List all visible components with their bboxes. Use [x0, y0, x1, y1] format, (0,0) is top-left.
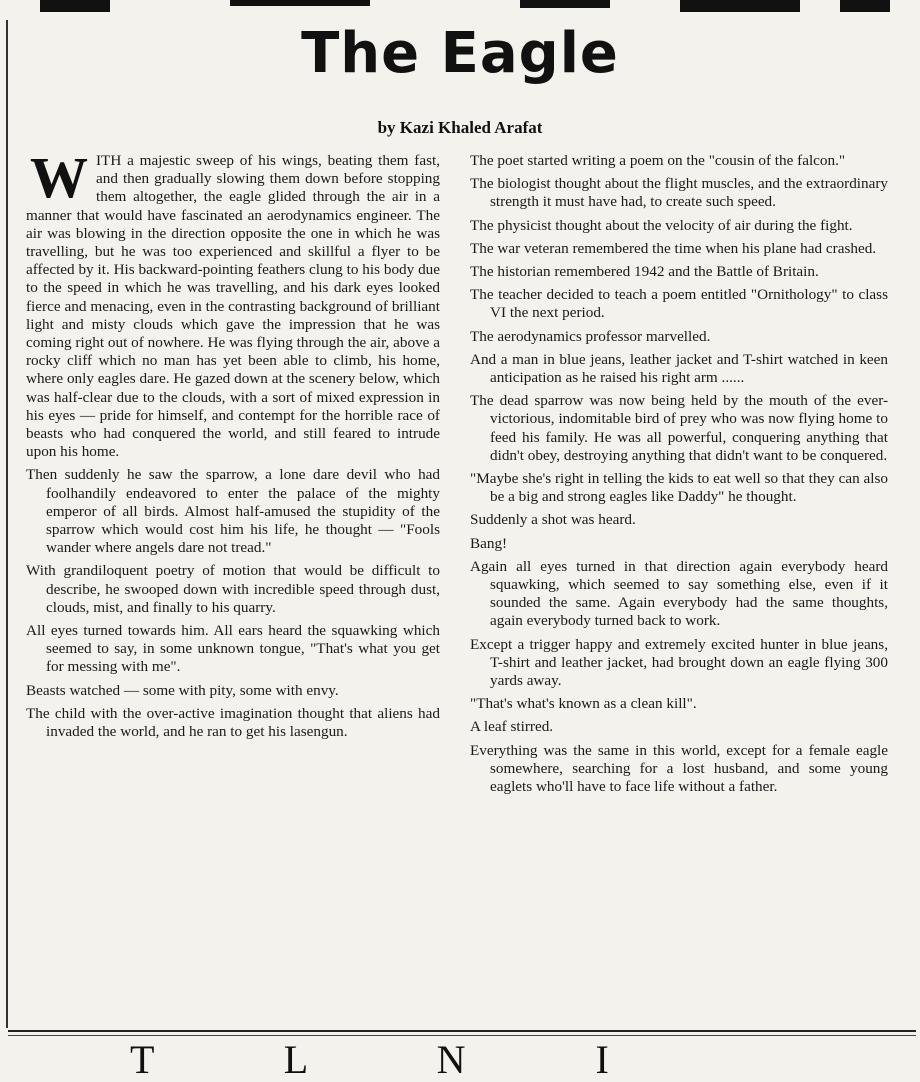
left-paragraph-4: All eyes turned towards him. All ears heard the squawking which seemed to say, in some unknown tongue, "That's what you get for messing with me". — [26, 622, 440, 676]
right-paragraph-16: A leaf stirred. — [470, 718, 554, 736]
right-paragraph-10: "Maybe she's right in telling the kids to eat well so that they can also be a big and strong eagles like Daddy" he thought. — [470, 470, 888, 506]
left-column — [26, 145, 440, 746]
left-paragraph-3: With grandiloquent poetry of motion that would be difficult to describe, he swooped down with incredible speed through dust, clouds, mist, and finally to his quarry. — [26, 562, 440, 616]
right-paragraph-2: The biologist thought about the flight muscles, and the extraordinary strength it must have had, to create such speed. — [470, 175, 888, 211]
left-paragraph-6: The child with the over-active imagination thought that aliens had invaded the world, and he ran to get his lasengun. — [26, 704, 440, 741]
left-column-rule — [6, 20, 8, 1028]
left-paragraph-5: Beasts watched — some with pity, some with envy. — [26, 681, 339, 699]
left-paragraph-2: Then suddenly he saw the sparrow, a lone dare devil who had foolhandily endeavored to enter the palace of the mighty emperor of all birds. Almost half-amused the stupidity of the sparrow which would cost him his life, he thought — "Fools wander where angels dare not tread." — [26, 466, 440, 557]
right-paragraph-14: Except a trigger happy and extremely excited hunter in blue jeans, T-shirt and leather jacket, had brought down an eagle flying 300 yards away. — [470, 635, 888, 690]
right-paragraph-13: Again all eyes turned in that direction again everybody heard squawking, which seemed to say something else, even if it sounded the same. Again everybody had the same thoughts, again everybody turned back to work. — [470, 557, 888, 630]
right-column — [470, 152, 888, 801]
previous-article-artwork — [0, 0, 920, 16]
right-paragraph-12: Bang! — [470, 534, 508, 552]
right-paragraph-15: "That's what's known as a clean kill". — [470, 695, 697, 713]
right-paragraph-4: The war veteran remembered the time when his plane had crashed. — [470, 239, 877, 257]
article-byline: by Kazi Khaled Arafat — [377, 118, 543, 137]
right-paragraph-9: The dead sparrow was now being held by the mouth of the ever-victorious, indomitable bird of prey who was now flying home to feed his family. He was all powerful, conquering anything that didn't obey, destroying anything that didn't want to be conquered. — [470, 392, 888, 464]
left-paragraph-1 — [26, 145, 440, 461]
right-paragraph-8: And a man in blue jeans, leather jacket and T-shirt watched in keen anticipation as he raised his right arm ...... — [470, 350, 888, 387]
right-paragraph-11: Suddenly a shot was heard. — [470, 511, 636, 529]
right-paragraph-3: The physicist thought about the velocity of air during the fight. — [470, 216, 853, 234]
next-article-title-fragment: T L N I — [130, 1037, 669, 1082]
bottom-rule — [8, 1030, 916, 1032]
drop-cap: W — [30, 145, 88, 210]
right-paragraph-7: The aerodynamics professor marvelled. — [470, 327, 711, 345]
bottom-rule-thin — [8, 1035, 916, 1036]
left-paragraph-1-text: ITH a majestic sweep of his wings, beating them fast, and then gradually slowing them down before stopping them altogether, the eagle glided through the air in a manner that would have fascinated an aerodynamics engineer. The air was blowing in the direction opposite the one in which he was travelling, but he was too experienced and skillful a flyer to be affected by it. His backward-pointing feathers clung to his body due to the speed in which he was travelling, and his dark eyes looked fierce and menacing, even in the contrasting background of brilliant light and misty clouds which gave the impression that he was coming right out of nowhere. He was flying through the air, above a rocky cliff which no man has yet been able to climb, his home, where only eagles dare. He gazed down at the scenery below, which was half-clear due to the clouds, with a sort of mixed expression in his eyes — pride for himself, and contempt for the horrible race of beasts who had conquered the world, and still feared to intrude upon his home. — [26, 152, 440, 461]
right-paragraph-1: The poet started writing a poem on the "cousin of the falcon." — [470, 152, 846, 169]
right-paragraph-5: The historian remembered 1942 and the Battle of Britain. — [470, 263, 819, 281]
right-paragraph-17: Everything was the same in this world, except for a female eagle somewhere, searching for a lost husband, and some young eaglets who'll have to face life without a father. — [470, 741, 888, 796]
article-title: The Eagle — [301, 21, 619, 86]
right-paragraph-6: The teacher decided to teach a poem entitled "Ornithology" to class VI the next period. — [470, 286, 888, 322]
